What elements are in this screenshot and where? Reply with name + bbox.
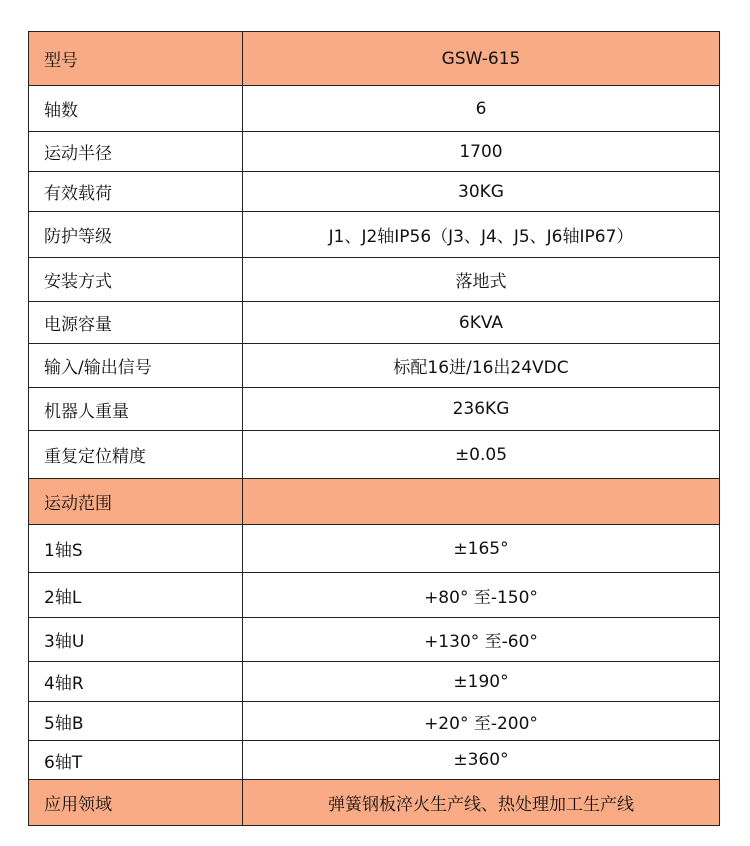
table-row bbox=[29, 702, 720, 741]
row-label: 安装方式 bbox=[29, 258, 243, 302]
row-label: 应用领域 bbox=[29, 780, 243, 826]
row-value: 落地式 bbox=[243, 258, 720, 302]
table-row bbox=[29, 388, 720, 431]
row-value: 标配16进/16出24VDC bbox=[243, 344, 720, 388]
table-row bbox=[29, 525, 720, 573]
row-value: 6 bbox=[243, 86, 720, 132]
row-label: 6轴T bbox=[29, 741, 243, 780]
row-label: 防护等级 bbox=[29, 212, 243, 258]
row-label: 有效载荷 bbox=[29, 172, 243, 212]
row-label: 型号 bbox=[29, 32, 243, 86]
row-value: 236KG bbox=[243, 388, 720, 431]
row-label: 轴数 bbox=[29, 86, 243, 132]
row-value: ±190° bbox=[243, 662, 720, 702]
row-label: 电源容量 bbox=[29, 302, 243, 344]
table-row bbox=[29, 431, 720, 479]
table-row bbox=[29, 132, 720, 172]
table-row bbox=[29, 780, 720, 826]
row-label: 机器人重量 bbox=[29, 388, 243, 431]
row-value: 弹簧钢板淬火生产线、热处理加工生产线 bbox=[243, 780, 720, 826]
table-row bbox=[29, 258, 720, 302]
row-value: +130° 至-60° bbox=[243, 618, 720, 662]
table-row bbox=[29, 302, 720, 344]
row-value: +20° 至-200° bbox=[243, 702, 720, 741]
spec-table bbox=[28, 31, 720, 826]
table-row bbox=[29, 212, 720, 258]
row-value: ±360° bbox=[243, 741, 720, 780]
row-label: 1轴S bbox=[29, 525, 243, 573]
table-row bbox=[29, 172, 720, 212]
table-row bbox=[29, 32, 720, 86]
row-label: 4轴R bbox=[29, 662, 243, 702]
row-label: 2轴L bbox=[29, 573, 243, 618]
row-label: 输入/输出信号 bbox=[29, 344, 243, 388]
row-label: 运动范围 bbox=[29, 479, 243, 525]
row-value: 1700 bbox=[243, 132, 720, 172]
row-label: 重复定位精度 bbox=[29, 431, 243, 479]
row-value: GSW-615 bbox=[243, 32, 720, 86]
table-row bbox=[29, 662, 720, 702]
row-label: 5轴B bbox=[29, 702, 243, 741]
table-row bbox=[29, 573, 720, 618]
table-row bbox=[29, 618, 720, 662]
row-label: 运动半径 bbox=[29, 132, 243, 172]
table-row bbox=[29, 479, 720, 525]
table-row bbox=[29, 86, 720, 132]
row-value: +80° 至-150° bbox=[243, 573, 720, 618]
row-value: ±0.05 bbox=[243, 431, 720, 479]
table-row bbox=[29, 741, 720, 780]
row-value: 30KG bbox=[243, 172, 720, 212]
row-label: 3轴U bbox=[29, 618, 243, 662]
table-row bbox=[29, 344, 720, 388]
row-value bbox=[243, 479, 720, 525]
row-value: J1、J2轴IP56（J3、J4、J5、J6轴IP67） bbox=[243, 212, 720, 258]
row-value: ±165° bbox=[243, 525, 720, 573]
row-value: 6KVA bbox=[243, 302, 720, 344]
